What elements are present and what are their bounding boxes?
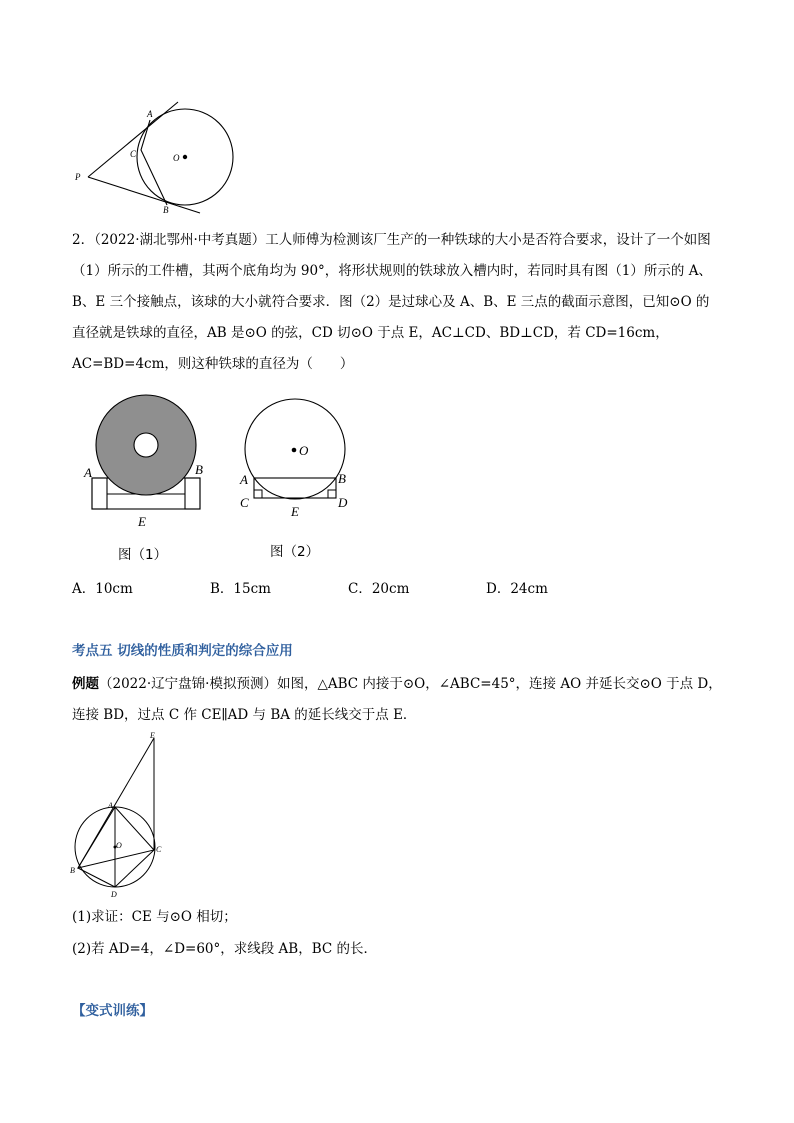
example-line-1 xyxy=(72,673,722,695)
fig1-label-a: A xyxy=(84,465,92,480)
example-figure xyxy=(68,730,178,900)
fig3-label-b: B xyxy=(70,866,75,875)
figure-1-ball-slot xyxy=(80,390,215,535)
fig3-label-e: E xyxy=(150,731,155,740)
fig2-label-a: A xyxy=(240,472,248,487)
fig3-label-c: C xyxy=(156,845,162,854)
figure-1-caption: 图（1） xyxy=(118,547,168,563)
example-line-2: 连接 BD，过点 C 作 CE∥AD 与 BA 的延长线交于点 E． xyxy=(72,707,417,723)
question-2-line-4: 直径就是铁球的直径，AB 是⊙O 的弦，CD 切⊙O 于点 E，AC⊥CD、BD⊥CD，若 CD=16cm， xyxy=(72,325,669,341)
fig1-label-e: E xyxy=(138,514,146,529)
question-2-line-3: B、E 三个接触点，该球的大小就符合要求．图（2）是过球心及 A、B、E 三点的截面示意图，已知⊙O 的 xyxy=(72,294,710,310)
fig2-label-d: D xyxy=(338,495,348,510)
fig1-label-b: B xyxy=(195,462,203,477)
question-2-line-1: 2．（2022·湖北鄂州·中考真题）工人师傅为检测该厂生产的一种铁球的大小是否符合要求，设计了一个如图 xyxy=(72,232,711,248)
tangent-figure xyxy=(70,95,250,225)
fig2-label-b: B xyxy=(338,471,346,486)
fig3-label-d: D xyxy=(111,890,117,899)
figure-2-caption: 图（2） xyxy=(270,544,320,560)
example-tag: 例题 xyxy=(72,676,99,692)
label-p: P xyxy=(75,172,81,182)
question-2-line-5: AC=BD=4cm，则这种铁球的直径为（ ） xyxy=(72,356,354,372)
fig2-label-e: E xyxy=(291,504,299,519)
label-b: B xyxy=(163,205,169,215)
question-2-line-2: （1）所示的工件槽，其两个底角均为 90°，将形状规则的铁球放入槽内时，若同时具有图（1）所示的 A、 xyxy=(72,263,712,279)
option-a[interactable]: A．10cm xyxy=(72,581,133,597)
fig2-label-o: O xyxy=(299,443,309,458)
section-heading: 考点五 切线的性质和判定的综合应用 xyxy=(72,643,293,659)
label-c: C xyxy=(130,149,137,159)
example-text-1: （2022·辽宁盘锦·模拟预测）如图，△ABC 内接于⊙O，∠ABC=45°，连接 AO 并延长交⊙O 于点 D， xyxy=(99,676,722,692)
sub-question-1: (1)求证：CE 与⊙O 相切； xyxy=(72,909,237,925)
practice-heading: 【变式训练】 xyxy=(72,1003,153,1019)
figure-2-cross-section xyxy=(233,392,363,522)
label-a: A xyxy=(147,109,153,119)
option-d[interactable]: D．24cm xyxy=(486,581,548,597)
sub-question-2: (2)若 AD=4，∠D=60°，求线段 AB，BC 的长． xyxy=(72,941,378,957)
label-o: O xyxy=(173,153,180,163)
fig2-label-c: C xyxy=(240,495,249,510)
fig3-label-o: O xyxy=(116,841,122,850)
option-c[interactable]: C．20cm xyxy=(348,581,410,597)
option-b[interactable]: B．15cm xyxy=(210,581,271,597)
fig3-label-a: A xyxy=(108,801,113,810)
